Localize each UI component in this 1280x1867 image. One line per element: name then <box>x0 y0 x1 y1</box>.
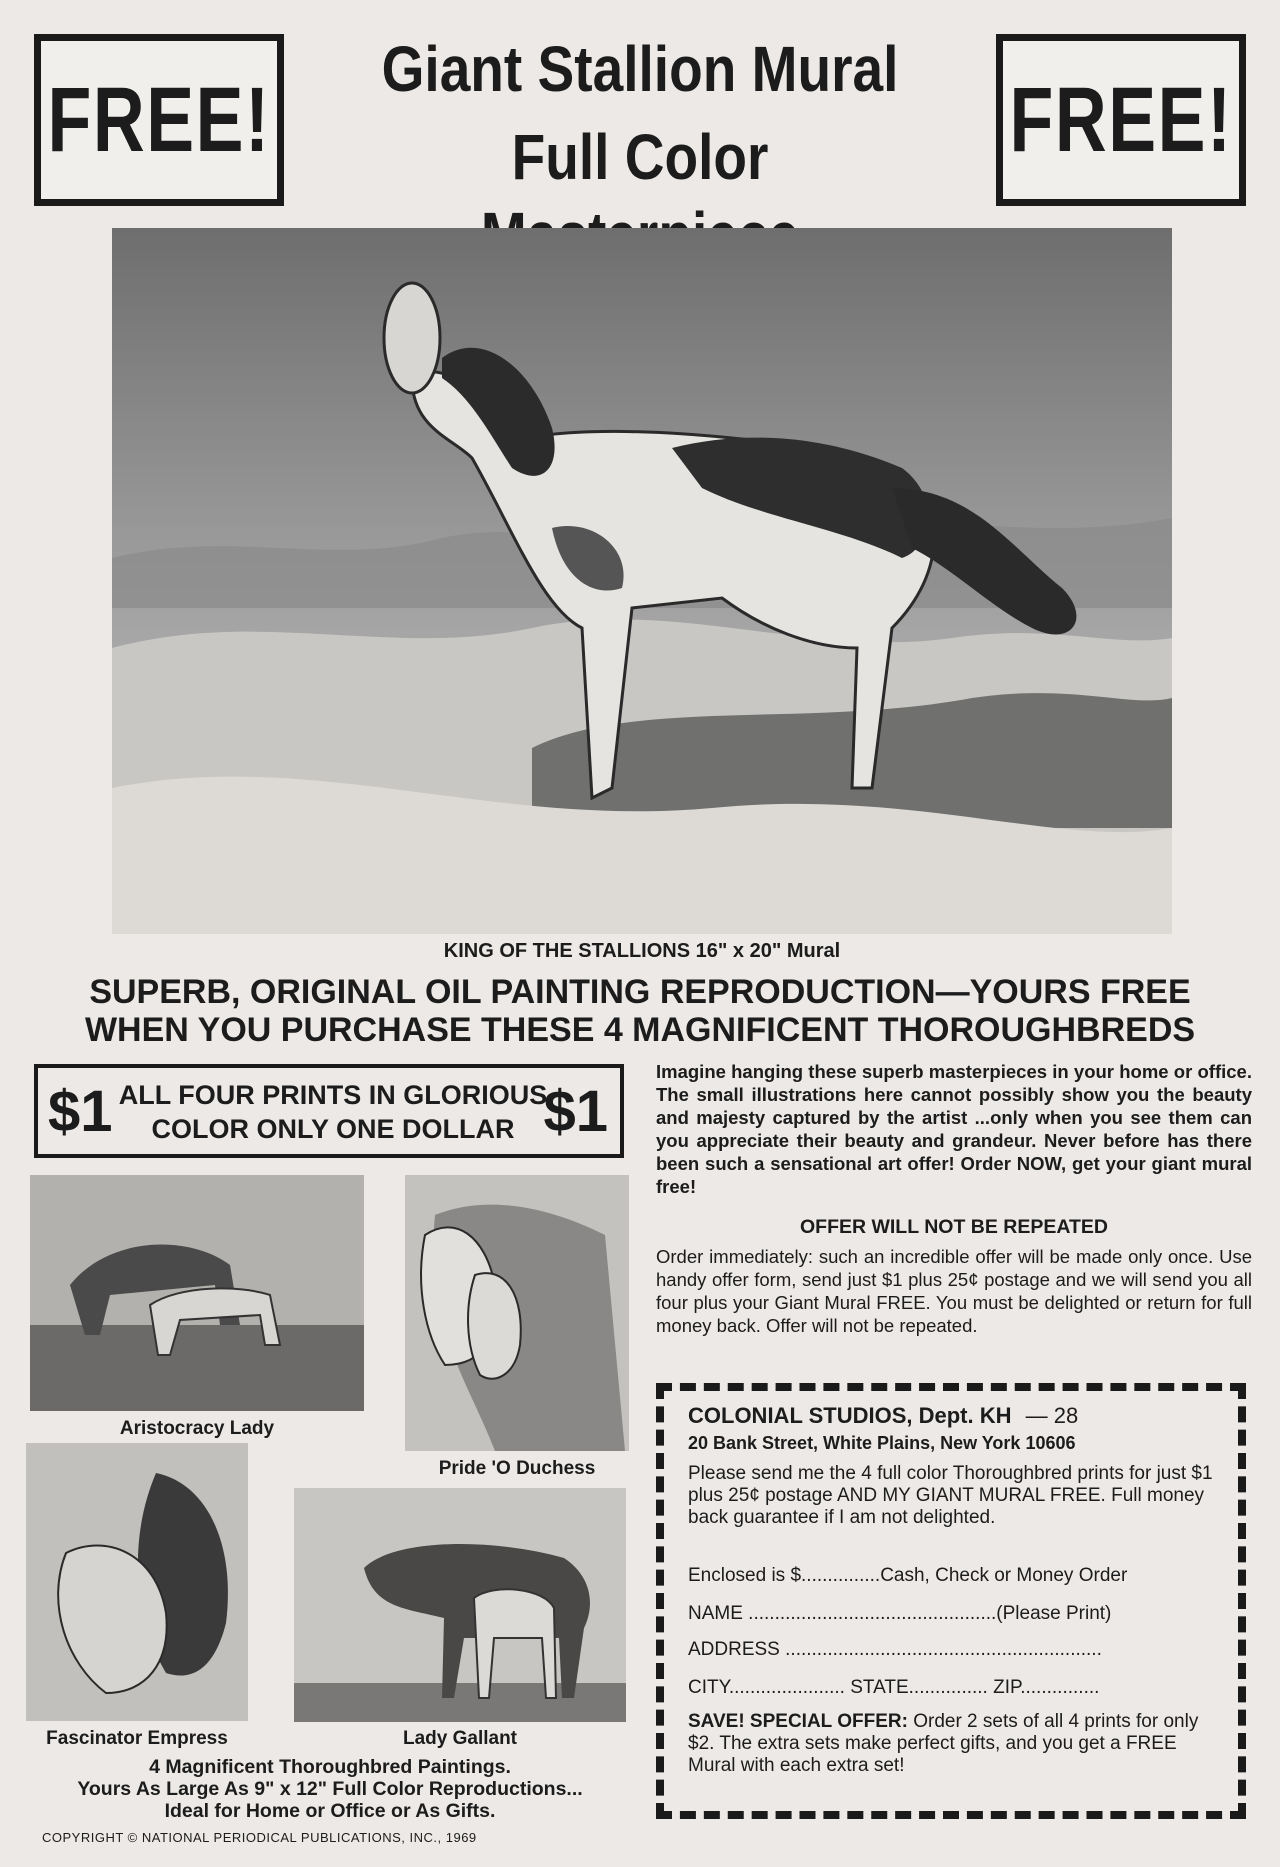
form-request: Please send me the 4 full color Thoroughbred prints for just $1 plus 25¢ postage AND MY GIANT MURAL FREE. Full money back guarantee if I am not delighted. <box>688 1463 1213 1528</box>
price-box-line-2: COLOR ONLY ONE DOLLAR <box>151 1114 515 1144</box>
form-special-label: SAVE! SPECIAL OFFER: <box>688 1711 908 1732</box>
print-aristocracy-lady-image <box>30 1175 364 1411</box>
pride-o-duchess-illustration <box>405 1175 629 1451</box>
price-box-text <box>108 1078 558 1146</box>
caption-aristocracy-lady: Aristocracy Lady <box>119 1418 275 1439</box>
free-badge-right <box>996 34 1246 206</box>
lady-gallant-illustration <box>294 1488 626 1722</box>
price-box-line-1: ALL FOUR PRINTS IN GLORIOUS <box>118 1080 548 1110</box>
prints-description-line-2: Yours As Large As 9" x 12" Full Color Reproductions... <box>77 1778 583 1800</box>
free-left-text: FREE! <box>47 68 271 171</box>
form-company-line <box>688 1403 1218 1429</box>
headline-line-1: Giant Stallion Mural <box>381 33 899 105</box>
offer-heading: OFFER WILL NOT BE REPEATED <box>799 1216 1109 1238</box>
prints-description-line-1: 4 Magnificent Thoroughbred Paintings. <box>149 1756 511 1778</box>
form-special-offer <box>688 1711 1218 1777</box>
form-special-text: Order 2 sets of all 4 prints for only $2. The extra sets make perfect gifts, and you get a FREE Mural with each extra set! <box>688 1711 1199 1776</box>
free-right-text: FREE! <box>1009 68 1233 171</box>
caption-pride-o-duchess: Pride 'O Duchess <box>438 1458 596 1479</box>
stallion-mural-image <box>112 228 1172 934</box>
form-dept-number: — 28 <box>1025 1403 1079 1428</box>
offer-details: Order immediately: such an incredible offer will be made only once. Use handy offer form, send just $1 plus 25¢ postage and we will send you all four plus your Giant Mural FREE. You must be delighted or return for full money back. Offer will not be repeated. <box>656 1246 1252 1336</box>
prints-description <box>30 1756 630 1822</box>
form-enclosed-field[interactable]: Enclosed is $...............Cash, Check or Money Order <box>688 1565 1128 1586</box>
copyright-notice: COPYRIGHT © NATIONAL PERIODICAL PUBLICATIONS, INC., 1969 <box>42 1830 477 1845</box>
mural-caption: KING OF THE STALLIONS 16" x 20" Mural <box>443 940 841 962</box>
subheadline-line-2: WHEN YOU PURCHASE THESE 4 MAGNIFICENT THOROUGHBREDS <box>84 1011 1196 1049</box>
headline-line-2: Full Color <box>511 121 769 193</box>
form-name-field[interactable]: NAME ...............................................(Please Print) <box>688 1603 1112 1624</box>
aristocracy-lady-illustration <box>30 1175 364 1411</box>
price-left: $1 <box>48 1079 113 1144</box>
subheadline <box>40 973 1240 1049</box>
caption-lady-gallant: Lady Gallant <box>402 1728 518 1749</box>
order-form <box>656 1383 1246 1819</box>
offer-paragraph: Imagine hanging these superb masterpieces in your home or office. The small illustrations here cannot possibly show you the beauty and majesty captured by the artist ...only when you see them can you appreciate their beauty and grandeur. Never before has there been such a sensational art offer! Order NOW, get your giant mural free! <box>656 1061 1252 1197</box>
subheadline-line-1: SUPERB, ORIGINAL OIL PAINTING REPRODUCTION—YOURS FREE <box>89 973 1191 1011</box>
print-fascinator-empress-image <box>26 1443 248 1721</box>
form-company: COLONIAL STUDIOS, Dept. KH <box>688 1403 1012 1428</box>
print-lady-gallant-image <box>294 1488 626 1722</box>
stallion-illustration <box>112 228 1172 934</box>
form-city-state-zip-field[interactable]: CITY...................... STATE............... ZIP............... <box>688 1677 1100 1698</box>
prints-description-line-3: Ideal for Home or Office or As Gifts. <box>164 1800 496 1822</box>
fascinator-empress-illustration <box>26 1443 248 1721</box>
price-right: $1 <box>543 1079 608 1144</box>
free-badge-left <box>34 34 284 206</box>
form-address: 20 Bank Street, White Plains, New York 10606 <box>688 1433 1076 1453</box>
price-box <box>34 1064 624 1158</box>
print-pride-o-duchess-image <box>405 1175 629 1451</box>
caption-fascinator-empress: Fascinator Empress <box>46 1728 228 1749</box>
form-address-field[interactable]: ADDRESS ............................................................ <box>688 1639 1102 1660</box>
